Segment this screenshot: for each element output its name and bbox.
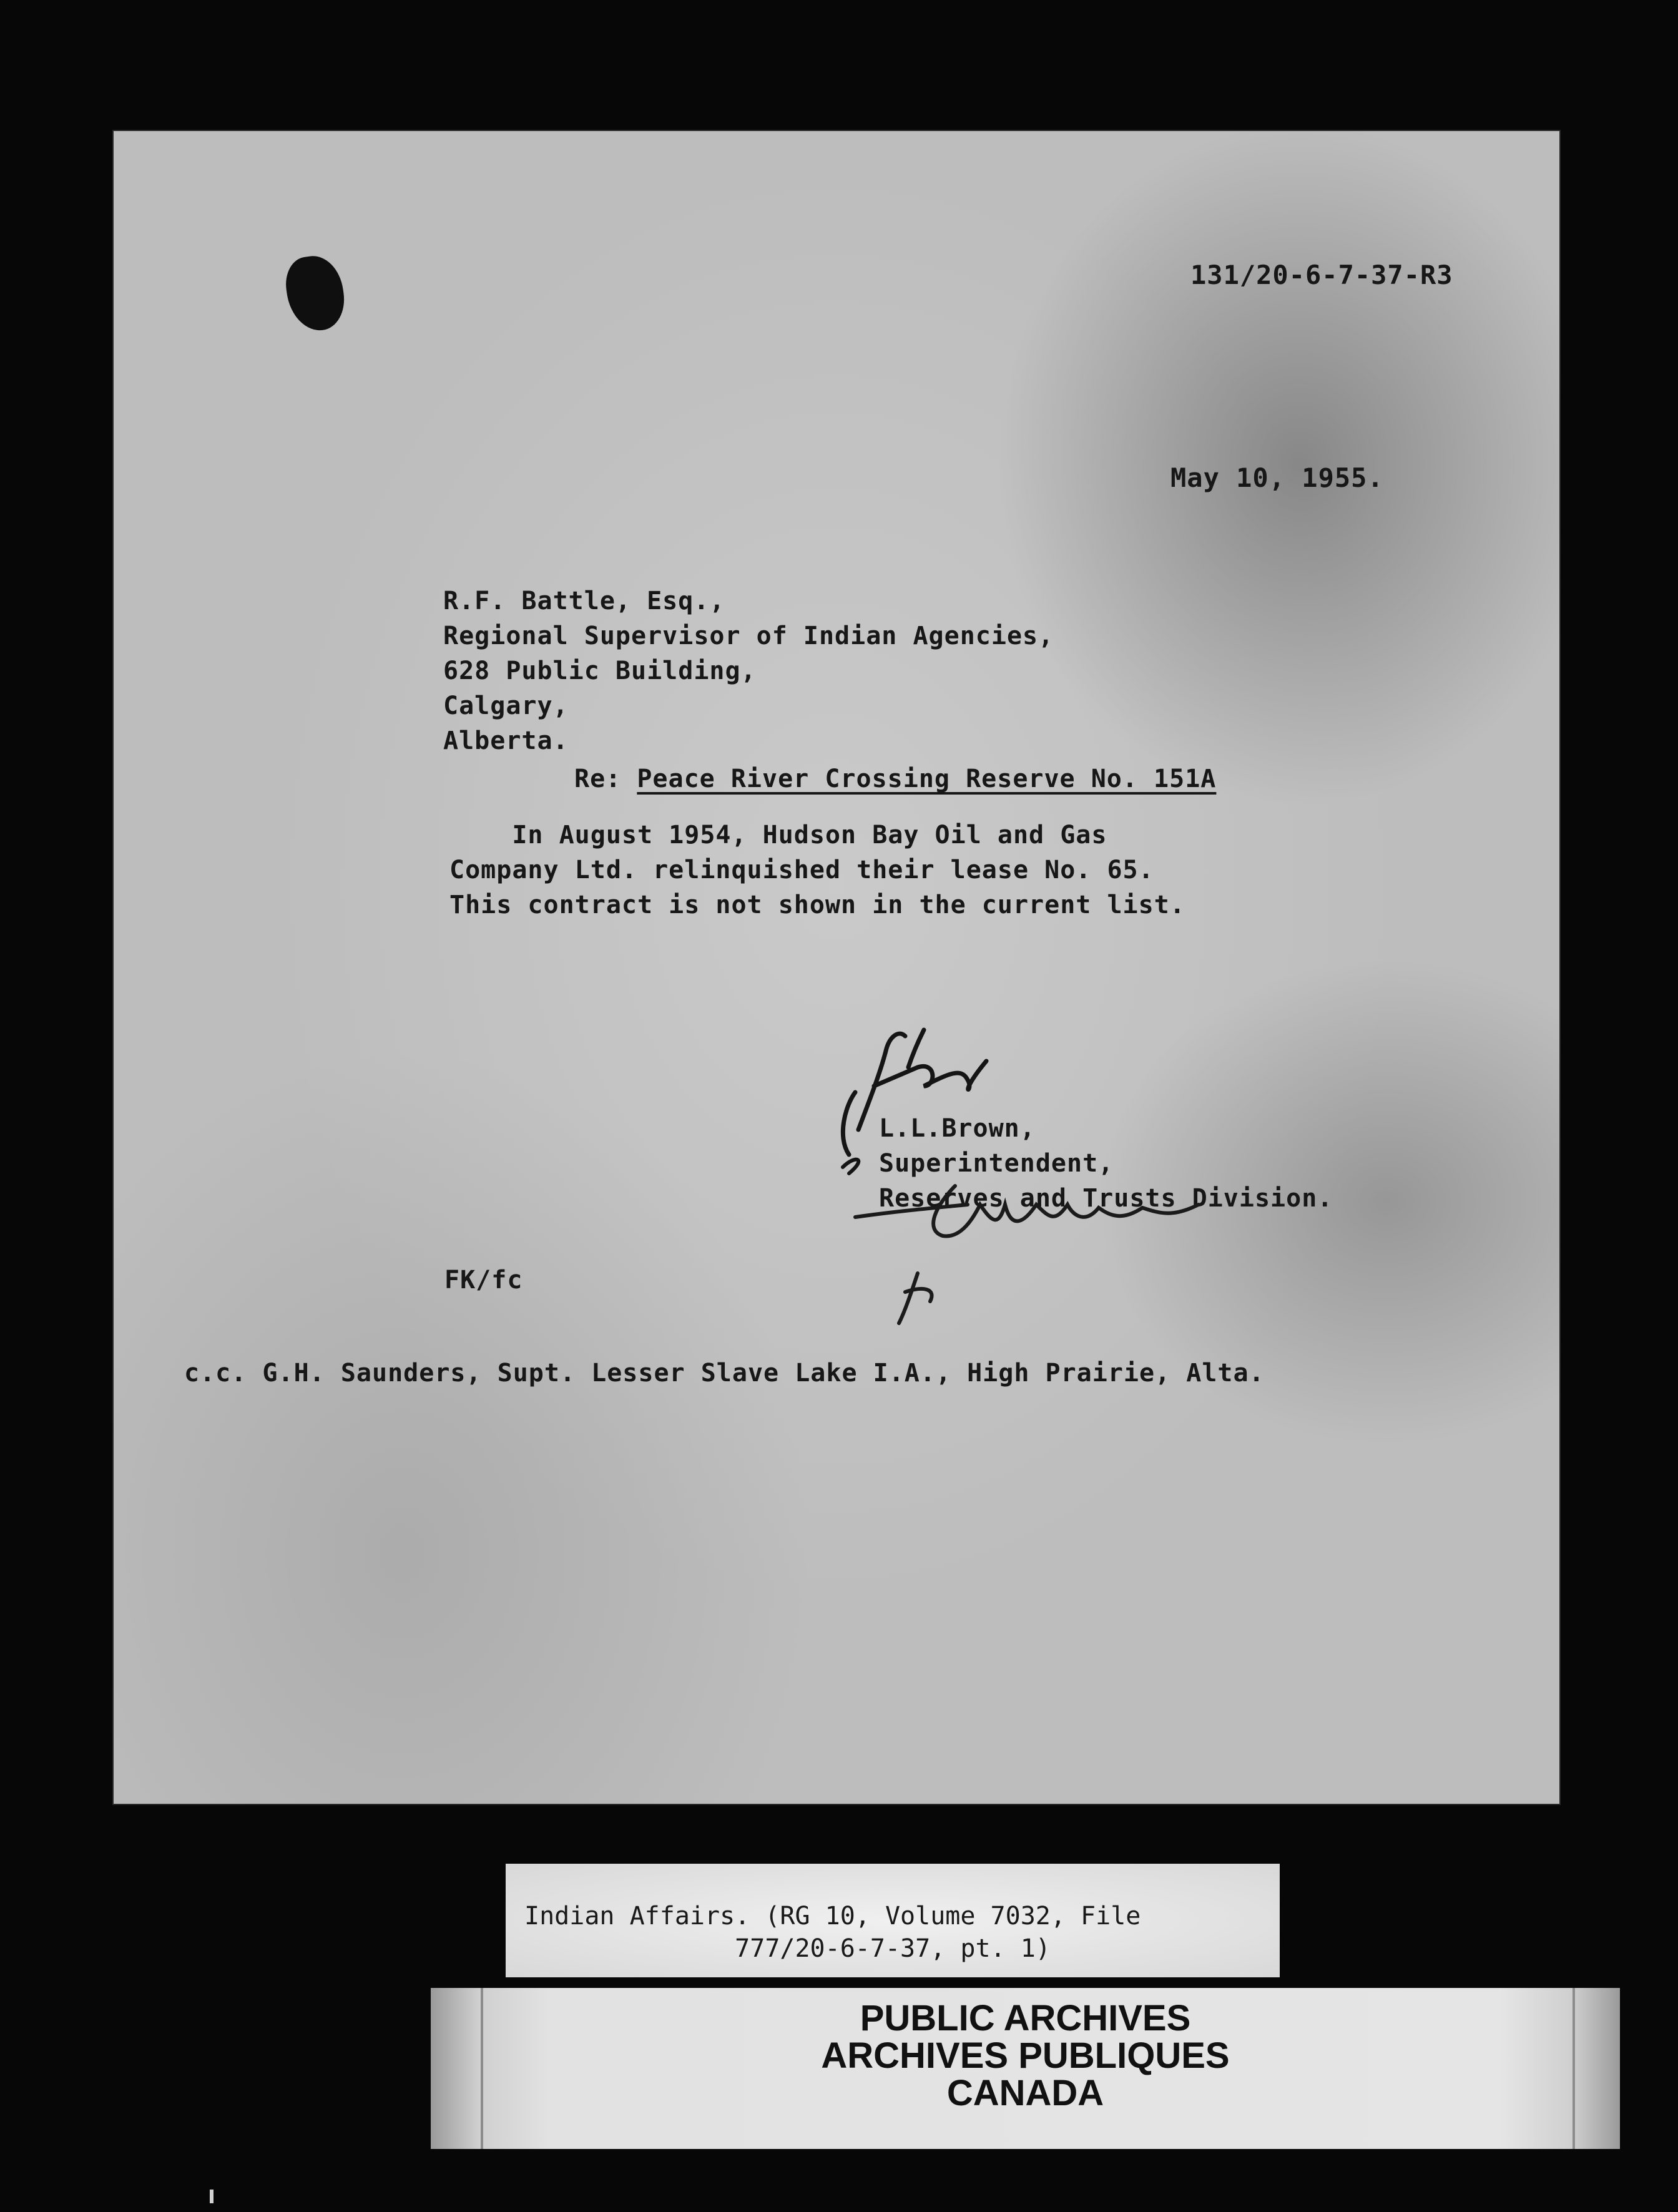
addressee-name: R.F. Battle, Esq., [443, 587, 725, 615]
archive-stamp-band [431, 1988, 1620, 2149]
body-line-2: Company Ltd. relinquished their lease No. 65. [449, 856, 1154, 884]
body-line-1: In August 1954, Hudson Bay Oil and Gas [449, 821, 1107, 849]
archive-caption-card [506, 1864, 1280, 1977]
archive-stamp-line-3: CANADA [946, 2073, 1104, 2113]
signatory-division: Reserves and Trusts Division. [879, 1184, 1333, 1213]
signatory-title: Superintendent, [879, 1149, 1114, 1178]
addressee-province: Alberta. [443, 727, 569, 755]
typist-initials: FK/fc [444, 1266, 523, 1294]
archive-caption-text [524, 1900, 1141, 1965]
subject-text: Peace River Crossing Reserve No. 151A [637, 765, 1217, 793]
file-reference-number: 131/20-6-7-37-R3 [1190, 260, 1453, 290]
addressee-title: Regional Supervisor of Indian Agencies, [443, 622, 1054, 650]
letter-date: May 10, 1955. [1170, 462, 1384, 493]
archive-stamp-line-1: PUBLIC ARCHIVES [860, 1998, 1191, 2038]
signatory-name: L.L.Brown, [879, 1114, 1036, 1143]
subject-line [574, 761, 1216, 796]
subject-label: Re: [574, 765, 622, 793]
letter-body [449, 818, 1185, 922]
caption-line-1: Indian Affairs. (RG 10, Volume 7032, File [524, 1902, 1141, 1931]
signature-block [879, 1111, 1333, 1216]
addressee-street: 628 Public Building, [443, 657, 757, 685]
body-line-3: This contract is not shown in the current list. [449, 891, 1185, 919]
film-edge-mark [210, 2190, 213, 2203]
carbon-copy-line: c.c. G.H. Saunders, Supt. Lesser Slave Lake I.A., High Prairie, Alta. [184, 1359, 1265, 1387]
archive-stamp-line-2: ARCHIVES PUBLIQUES [821, 2035, 1230, 2076]
addressee-city: Calgary, [443, 692, 569, 720]
caption-line-2: 777/20-6-7-37, pt. 1) [524, 1934, 1051, 1963]
addressee-block [443, 584, 1054, 758]
letter-page [112, 130, 1561, 1805]
